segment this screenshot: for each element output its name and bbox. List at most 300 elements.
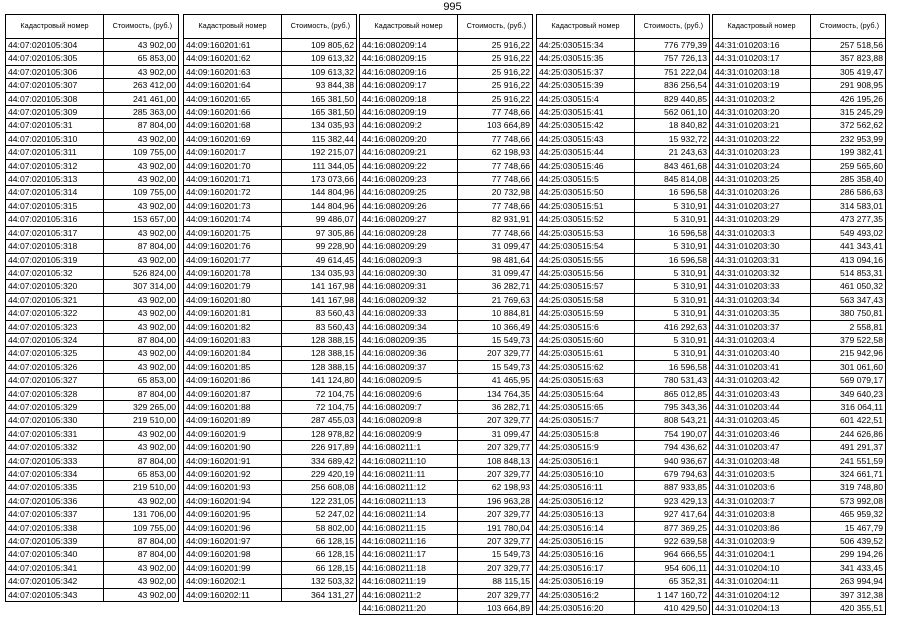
cost-value: 109 613,32 [282,65,357,78]
cost-value: 49 614,45 [282,253,357,266]
cost-value: 794 436,62 [635,441,710,454]
cadastral-number: 44:07:020105:339 [6,535,104,548]
cost-value: 461 050,32 [811,280,886,293]
cost-value: 99 486,07 [282,213,357,226]
table-row [537,146,710,159]
table-row [713,588,886,601]
cadastral-number: 44:07:020105:308 [6,92,104,105]
cadastral-number: 44:16:080209:37 [360,360,458,373]
cost-value: 16 596,58 [635,186,710,199]
cost-value: 131 706,00 [104,508,179,521]
cost-value: 357 823,88 [811,52,886,65]
cadastral-number: 44:31:010204:13 [713,602,811,615]
cadastral-number: 44:25:030515:55 [537,253,635,266]
cadastral-number: 44:09:160201:78 [184,266,282,279]
cadastral-number: 44:31:010203:7 [713,494,811,507]
cadastral-number: 44:16:080211:11 [360,468,458,481]
table-row [713,333,886,346]
table-row [713,159,886,172]
table-row [713,186,886,199]
cadastral-number-header: Кадастровый номер [6,15,104,39]
cadastral-number: 44:25:030515:34 [537,39,635,52]
table-row [713,535,886,548]
cost-value: 77 748,66 [458,132,533,145]
cost-value: 341 433,45 [811,561,886,574]
table-row [360,374,533,387]
cadastral-number: 44:25:030515:62 [537,360,635,373]
cost-value: 66 128,15 [282,535,357,548]
cost-value: 754 190,07 [635,427,710,440]
cost-value: 285 358,40 [811,173,886,186]
table-row [6,374,179,387]
table-row [713,508,886,521]
cost-value: 207 329,77 [458,347,533,360]
table-row [537,266,710,279]
table-row [184,293,357,306]
cost-value: 420 355,51 [811,602,886,615]
cost-value: 397 312,38 [811,588,886,601]
table-row [537,119,710,132]
table-row [184,387,357,400]
table-row [713,146,886,159]
cadastral-number: 44:09:160201:86 [184,374,282,387]
cost-value: 87 804,00 [104,240,179,253]
cost-value: 569 079,17 [811,374,886,387]
cost-value: 334 689,42 [282,454,357,467]
cost-value: 324 661,71 [811,468,886,481]
table-row [537,65,710,78]
cadastral-number: 44:31:010203:35 [713,307,811,320]
cadastral-number: 44:25:030515:53 [537,226,635,239]
cost-value: 5 310,91 [635,280,710,293]
cadastral-number: 44:25:030515:35 [537,52,635,65]
cadastral-number: 44:07:020105:307 [6,79,104,92]
cost-value: 286 586,63 [811,186,886,199]
cadastral-number-header: Кадастровый номер [360,15,458,39]
cadastral-number: 44:07:020105:325 [6,347,104,360]
cadastral-number: 44:31:010203:48 [713,454,811,467]
table-row [537,454,710,467]
table-row [713,92,886,105]
cadastral-number: 44:16:080209:21 [360,146,458,159]
cadastral-number: 44:31:010203:25 [713,173,811,186]
cadastral-number: 44:25:030515:65 [537,400,635,413]
table-row [713,481,886,494]
cadastral-number: 44:31:010203:34 [713,293,811,306]
cost-value: 65 853,00 [104,52,179,65]
cadastral-number: 44:16:080209:2 [360,119,458,132]
cost-value: 192 215,07 [282,146,357,159]
cadastral-number: 44:07:020105:32 [6,266,104,279]
cadastral-number: 44:09:160201:71 [184,173,282,186]
cadastral-number: 44:07:020105:319 [6,253,104,266]
cadastral-table-3 [359,14,533,615]
cost-value: 319 748,80 [811,481,886,494]
cadastral-number: 44:09:160201:75 [184,226,282,239]
cost-value: 25 916,22 [458,92,533,105]
table-row [184,494,357,507]
cost-value: 207 329,77 [458,468,533,481]
cadastral-table-1 [5,14,179,602]
cost-value: 207 329,77 [458,414,533,427]
cost-value: 5 310,91 [635,240,710,253]
table-row [184,280,357,293]
cadastral-number: 44:09:160201:62 [184,52,282,65]
cost-value: 5 310,91 [635,199,710,212]
cadastral-number: 44:25:030515:60 [537,333,635,346]
table-row [360,186,533,199]
table-row [360,280,533,293]
cadastral-number: 44:16:080211:1 [360,441,458,454]
table-row [360,414,533,427]
table-row [360,240,533,253]
cost-header: Стоимость, (руб.) [104,15,179,39]
table-row [713,65,886,78]
cost-value: 291 908,95 [811,79,886,92]
cost-value: 109 755,00 [104,521,179,534]
cadastral-number: 44:09:160202:11 [184,588,282,601]
cadastral-number-header: Кадастровый номер [713,15,811,39]
table-row [537,307,710,320]
cost-value: 514 853,31 [811,266,886,279]
cadastral-number: 44:09:160201:65 [184,92,282,105]
cadastral-number: 44:31:010203:27 [713,199,811,212]
table-row [184,333,357,346]
cost-value: 18 840,82 [635,119,710,132]
table-row [360,333,533,346]
cadastral-number: 44:09:160201:80 [184,293,282,306]
cadastral-number: 44:25:030515:64 [537,387,635,400]
cost-value: 134 764,35 [458,387,533,400]
table-row [6,132,179,145]
cadastral-number: 44:07:020105:323 [6,320,104,333]
header-row [360,15,533,39]
cadastral-number: 44:16:080209:3 [360,253,458,266]
table-row [537,79,710,92]
table-row [6,253,179,266]
cadastral-number: 44:09:160201:82 [184,320,282,333]
cadastral-number: 44:16:080211:16 [360,535,458,548]
cost-value: 15 549,73 [458,333,533,346]
cadastral-number: 44:25:030516:2 [537,588,635,601]
table-row [6,454,179,467]
cadastral-number: 44:16:080209:7 [360,400,458,413]
cost-value: 43 902,00 [104,253,179,266]
cost-value: 31 099,47 [458,266,533,279]
table-row [6,79,179,92]
cadastral-number: 44:07:020105:340 [6,548,104,561]
cadastral-number: 44:07:020105:313 [6,173,104,186]
cadastral-number: 44:31:010203:2 [713,92,811,105]
cost-value: 241 461,00 [104,92,179,105]
cost-value: 93 844,38 [282,79,357,92]
cost-value: 25 916,22 [458,79,533,92]
cost-value: 877 369,25 [635,521,710,534]
table-row [184,253,357,266]
cost-value: 43 902,00 [104,494,179,507]
table-row [184,307,357,320]
table-row [6,106,179,119]
table-row [6,347,179,360]
table-row [360,106,533,119]
cost-value: 72 104,75 [282,400,357,413]
cost-value: 887 933,85 [635,481,710,494]
cadastral-number: 44:31:010203:8 [713,508,811,521]
cadastral-number: 44:07:020105:343 [6,588,104,601]
cost-header: Стоимость, (руб.) [635,15,710,39]
table-row [184,199,357,212]
cost-value: 165 381,50 [282,92,357,105]
table-row [6,307,179,320]
cost-value: 77 748,66 [458,173,533,186]
cost-value: 43 902,00 [104,65,179,78]
cadastral-number: 44:16:080211:13 [360,494,458,507]
cadastral-number: 44:09:160201:73 [184,199,282,212]
cadastral-number: 44:16:080209:36 [360,347,458,360]
cost-value: 88 115,15 [458,575,533,588]
table-row [360,548,533,561]
table-row [360,468,533,481]
table-row [537,186,710,199]
table-row [6,159,179,172]
table-row [6,240,179,253]
table-row [713,360,886,373]
cadastral-number: 44:09:160201:7 [184,146,282,159]
cadastral-number: 44:31:010203:24 [713,159,811,172]
cost-value: 549 493,02 [811,226,886,239]
cost-value: 43 902,00 [104,360,179,373]
cadastral-number: 44:07:020105:310 [6,132,104,145]
table-row [360,266,533,279]
cadastral-number: 44:09:160201:61 [184,39,282,52]
cadastral-number: 44:31:010203:3 [713,226,811,239]
cost-value: 307 314,00 [104,280,179,293]
cost-value: 87 804,00 [104,548,179,561]
cost-value: 301 061,60 [811,360,886,373]
table-row [537,253,710,266]
table-row [360,253,533,266]
cost-value: 601 422,51 [811,414,886,427]
cadastral-number: 44:07:020105:324 [6,333,104,346]
cost-value: 219 510,00 [104,414,179,427]
cadastral-number: 44:16:080211:20 [360,602,458,615]
cost-value: 287 455,03 [282,414,357,427]
table-row [537,347,710,360]
table-row [360,320,533,333]
table-row [537,494,710,507]
table-row [184,320,357,333]
table-row [360,602,533,615]
cadastral-number: 44:16:080209:22 [360,159,458,172]
cost-value: 372 562,62 [811,119,886,132]
cadastral-number: 44:31:010203:6 [713,481,811,494]
table-row [537,240,710,253]
table-row [6,52,179,65]
cost-value: 207 329,77 [458,588,533,601]
cadastral-number: 44:09:160201:87 [184,387,282,400]
cadastral-number: 44:16:080209:15 [360,52,458,65]
cadastral-number: 44:16:080209:31 [360,280,458,293]
cadastral-number: 44:16:080211:2 [360,588,458,601]
cost-value: 109 613,32 [282,52,357,65]
cost-value: 473 277,35 [811,213,886,226]
cost-value: 316 064,11 [811,400,886,413]
table-row [184,441,357,454]
cadastral-number: 44:09:160201:9 [184,427,282,440]
cadastral-number: 44:09:160201:96 [184,521,282,534]
cost-value: 413 094,16 [811,253,886,266]
table-row [184,374,357,387]
cost-value: 87 804,00 [104,333,179,346]
cadastral-number: 44:25:030516:12 [537,494,635,507]
cadastral-number: 44:25:030515:39 [537,79,635,92]
cadastral-number: 44:31:010204:12 [713,588,811,601]
cost-value: 836 256,54 [635,79,710,92]
table-row [184,454,357,467]
table-row [537,92,710,105]
table-row [6,266,179,279]
table-row [537,52,710,65]
cost-value: 263 412,00 [104,79,179,92]
cadastral-number: 44:25:030515:56 [537,266,635,279]
table-row [184,427,357,440]
cadastral-number: 44:09:160202:1 [184,575,282,588]
cost-value: 36 282,71 [458,280,533,293]
table-row [537,441,710,454]
cadastral-number: 44:16:080211:18 [360,561,458,574]
table-row [6,427,179,440]
cost-value: 1 147 160,72 [635,588,710,601]
table-row [713,374,886,387]
cost-value: 865 012,85 [635,387,710,400]
table-row [184,132,357,145]
table-row [713,307,886,320]
cost-value: 380 750,81 [811,307,886,320]
cadastral-number: 44:25:030516:13 [537,508,635,521]
cadastral-number: 44:31:010203:47 [713,441,811,454]
table-row [184,521,357,534]
cost-value: 526 824,00 [104,266,179,279]
cost-value: 232 953,99 [811,132,886,145]
cadastral-number: 44:31:010204:10 [713,561,811,574]
cadastral-number: 44:25:030515:46 [537,159,635,172]
cost-value: 122 231,05 [282,494,357,507]
cost-value: 128 388,15 [282,360,357,373]
cost-value: 31 099,47 [458,427,533,440]
cost-value: 141 167,98 [282,293,357,306]
cadastral-number: 44:16:080211:19 [360,575,458,588]
cost-value: 191 780,04 [458,521,533,534]
cost-value: 77 748,66 [458,106,533,119]
table-row [537,521,710,534]
cost-value: 87 804,00 [104,387,179,400]
table-row [6,119,179,132]
cost-value: 757 726,13 [635,52,710,65]
table-row [6,173,179,186]
cost-value: 305 419,47 [811,65,886,78]
table-row [360,481,533,494]
cost-value: 491 291,37 [811,441,886,454]
cost-value: 5 310,91 [635,293,710,306]
cadastral-number: 44:16:080209:35 [360,333,458,346]
cost-value: 314 583,01 [811,199,886,212]
cadastral-number: 44:31:010203:23 [713,146,811,159]
cost-value: 134 035,93 [282,266,357,279]
cadastral-number: 44:16:080211:12 [360,481,458,494]
cadastral-number: 44:09:160201:63 [184,65,282,78]
table-row [537,320,710,333]
cost-value: 229 420,19 [282,468,357,481]
cadastral-number: 44:09:160201:81 [184,307,282,320]
table-row [713,293,886,306]
cadastral-number: 44:31:010203:40 [713,347,811,360]
table-row [537,468,710,481]
cadastral-number: 44:07:020105:31 [6,119,104,132]
table-row [537,132,710,145]
cost-value: 144 804,96 [282,186,357,199]
cadastral-number: 44:25:030515:63 [537,374,635,387]
table-row [184,92,357,105]
cost-value: 103 664,89 [458,602,533,615]
cost-value: 31 099,47 [458,240,533,253]
cadastral-number: 44:07:020105:338 [6,521,104,534]
cadastral-number: 44:07:020105:318 [6,240,104,253]
table-row [713,199,886,212]
cost-value: 329 265,00 [104,400,179,413]
cost-value: 10 884,81 [458,307,533,320]
table-row [537,106,710,119]
cadastral-number: 44:07:020105:337 [6,508,104,521]
cost-value: 43 902,00 [104,307,179,320]
cadastral-number: 44:16:080209:23 [360,173,458,186]
cadastral-number: 44:16:080209:28 [360,226,458,239]
table-row [713,39,886,52]
table-row [184,39,357,52]
cadastral-number: 44:16:080209:20 [360,132,458,145]
header-row [713,15,886,39]
table-row [6,360,179,373]
table-row [537,575,710,588]
table-row [713,427,886,440]
cost-value: 256 608,08 [282,481,357,494]
cadastral-number: 44:07:020105:328 [6,387,104,400]
cadastral-number: 44:09:160201:91 [184,454,282,467]
cost-value: 257 518,56 [811,39,886,52]
table-row [360,441,533,454]
cadastral-number: 44:31:010203:44 [713,400,811,413]
cadastral-number: 44:25:030516:1 [537,454,635,467]
cadastral-number: 44:31:010203:86 [713,521,811,534]
table-row [537,602,710,615]
cost-value: 10 366,49 [458,320,533,333]
table-row [184,240,357,253]
cost-value: 207 329,77 [458,561,533,574]
table-row [6,521,179,534]
cadastral-number: 44:09:160201:93 [184,481,282,494]
cost-value: 25 916,22 [458,39,533,52]
cadastral-number: 44:31:010203:31 [713,253,811,266]
table-row [713,106,886,119]
table-row [360,307,533,320]
cadastral-number: 44:07:020105:306 [6,65,104,78]
cadastral-number: 44:07:020105:330 [6,414,104,427]
cadastral-number: 44:31:010203:30 [713,240,811,253]
cadastral-number: 44:25:030515:7 [537,414,635,427]
table-row [6,508,179,521]
cadastral-number: 44:16:080209:30 [360,266,458,279]
cadastral-number-header: Кадастровый номер [537,15,635,39]
cost-value: 15 932,72 [635,132,710,145]
